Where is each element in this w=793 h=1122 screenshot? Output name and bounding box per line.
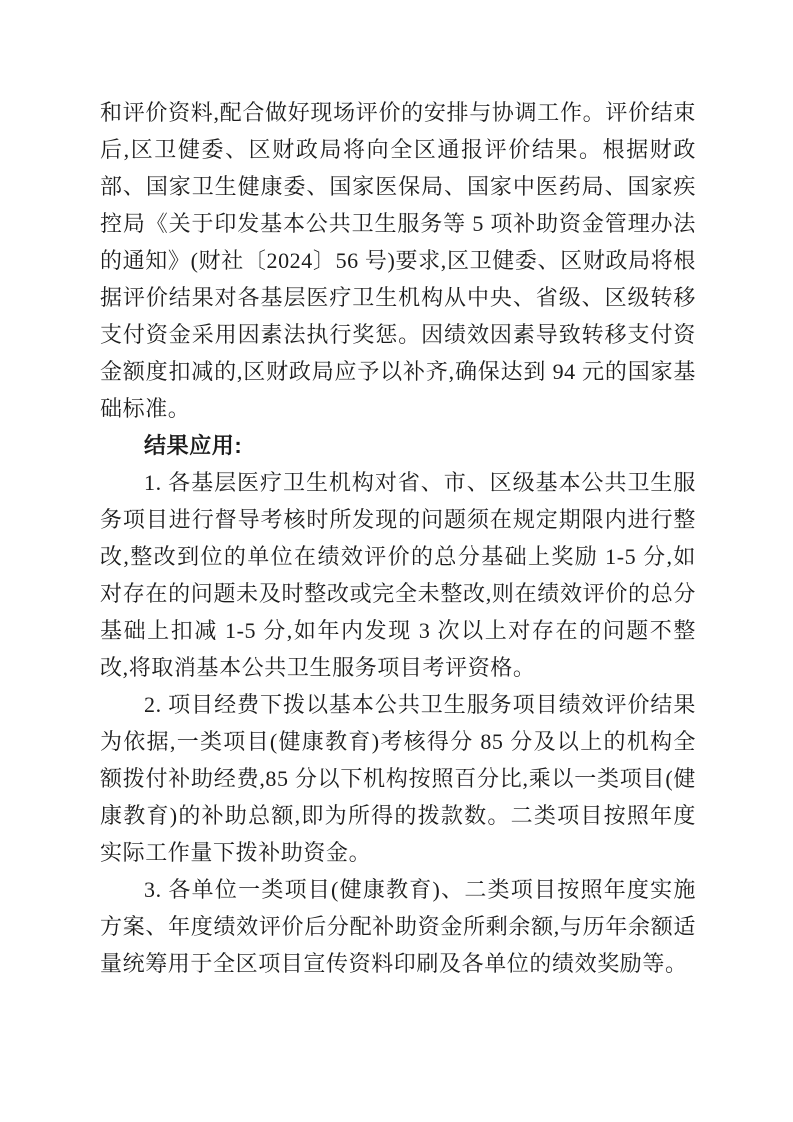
paragraph-item-1-rectification: 1. 各基层医疗卫生机构对省、市、区级基本公共卫生服务项目进行督导考核时所发现的问题须在规定期限内进行整改,整改到位的单位在绩效评价的总分基础上奖励 1-5 分,如对存在的问题未及时整改或完全未整改,则在绩效评价的总分基础上扣减 1-5 分,如年内发现 3 次以上对存在的问题不整改,将取消基本公共卫生服务项目考评资格。 (100, 470, 696, 680)
paragraph-item-3-surplus-usage: 3. 各单位一类项目(健康教育)、二类项目按照年度实施方案、年度绩效评价后分配补助资金所剩余额,与历年余额适量统筹用于全区项目宣传资料印刷及各单位的绩效奖励等。 (100, 877, 696, 976)
paragraph-evaluation-and-funding-rules: 和评价资料,配合做好现场评价的安排与协调工作。评价结束后,区卫健委、区财政局将向全区通报评价结果。根据财政部、国家卫生健康委、国家医保局、国家中医药局、国家疾控局《关于印发基本公共卫生服务等 5 项补助资金管理办法的通知》(财社〔2024〕56 号)要求,区卫健委、区财政局将根据评价结果对各基层医疗卫生机构从中央、省级、区级转移支付资金采用因素法执行奖惩。因绩效因素导致转移支付资金额度扣减的,区财政局应予以补齐,确保达到 94 元的国家基础标准。 (100, 100, 696, 421)
paragraph-item-2-fund-allocation: 2. 项目经费下拨以基本公共卫生服务项目绩效评价结果为依据,一类项目(健康教育)考核得分 85 分及以上的机构全额拨付补助经费,85 分以下机构按照百分比,乘以一类项目(健康教育)的补助总额,即为所得的拨款数。二类项目按照年度实际工作量下拨补助资金。 (100, 692, 696, 865)
section-heading-results-application: 结果应用: (144, 433, 243, 458)
document-text-block (100, 94, 696, 982)
